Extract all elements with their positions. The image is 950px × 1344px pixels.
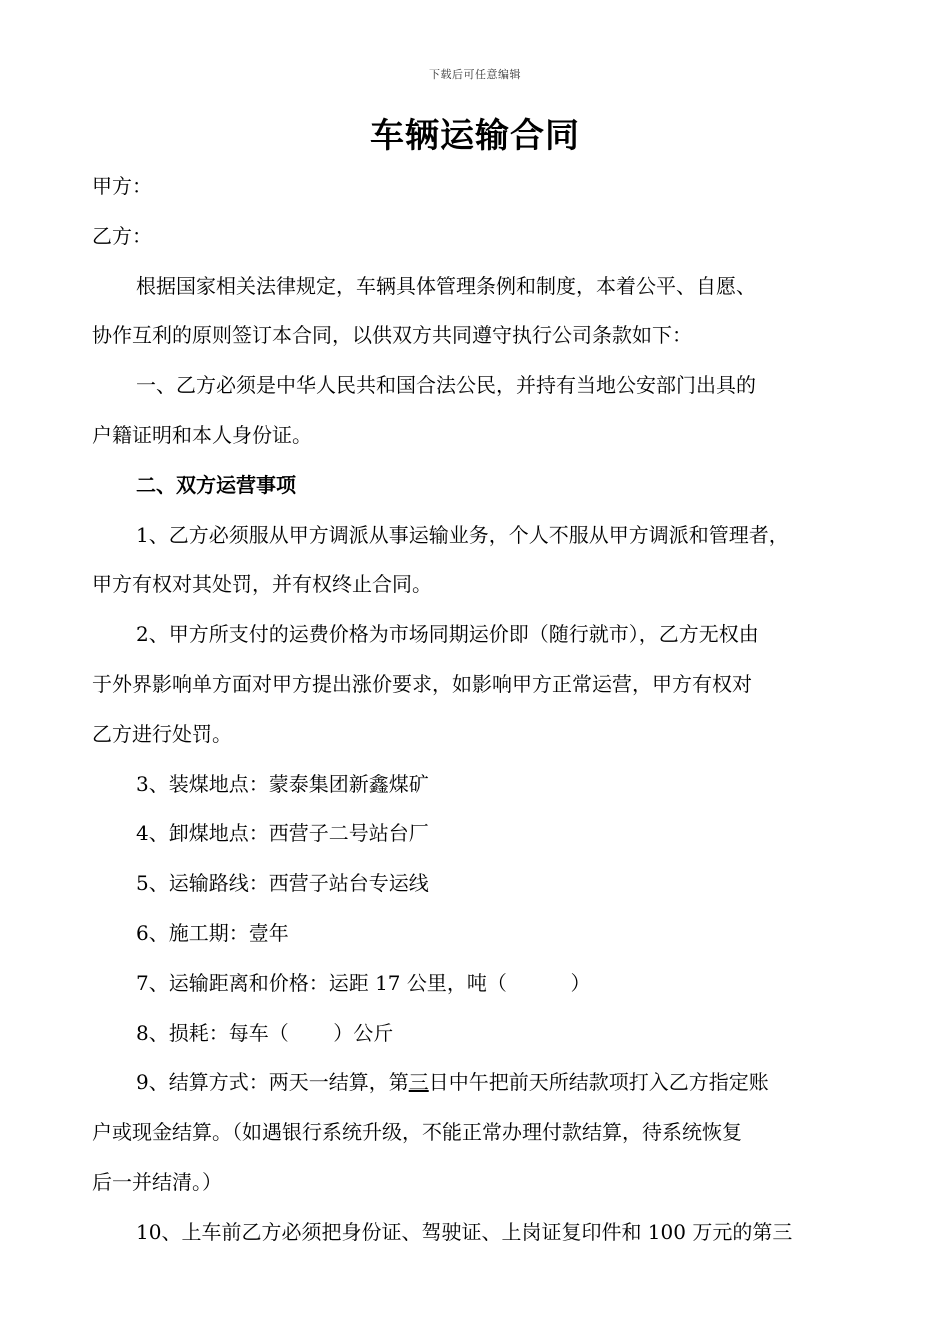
item1-line-1: 1、乙方必须服从甲方调派从事运输业务，个人不服从甲方调派和管理者， (136, 522, 789, 547)
section2-heading: 二、双方运营事项 (136, 472, 296, 497)
item10-line-1: 10、上车前乙方必须把身份证、驾驶证、上岗证复印件和 100 万元的第三 (136, 1219, 793, 1244)
item4-unloading-site: 4、卸煤地点：西营子二号站台厂 (136, 821, 429, 846)
item8-loss: 8、损耗：每车（ ）公斤 (136, 1020, 394, 1045)
item9-line-1-post: 日中午把前天所结款项打入乙方指定账 (428, 1070, 769, 1095)
document-body (92, 162, 864, 1258)
item5-route: 5、运输路线：西营子站台专运线 (136, 871, 429, 896)
item2-line-1: 2、甲方所支付的运费价格为市场同期运价即（随行就市），乙方无权由 (136, 622, 759, 647)
item6-period: 6、施工期：壹年 (136, 920, 289, 945)
document-title: 车辆运输合同 (370, 116, 580, 156)
item9-line-1-pre: 9、结算方式：两天一结算，第 (136, 1070, 409, 1095)
item3-loading-site: 3、装煤地点：蒙泰集团新鑫煤矿 (136, 771, 429, 796)
intro-line-1: 根据国家相关法律规定，车辆具体管理条例和制度，本着公平、自愿、 (136, 273, 756, 298)
item9-line-2: 户或现金结算。（如遇银行系统升级，不能正常办理付款结算，待系统恢复 (92, 1120, 742, 1145)
section1-line-1: 一、乙方必须是中华人民共和国合法公民，并持有当地公安部门出具的 (136, 373, 756, 398)
item9-line-3: 后一并结清。） (92, 1169, 222, 1194)
header-note: 下载后可任意编辑 (429, 68, 521, 81)
item9-line-1 (92, 1058, 864, 1108)
item9-underlined-day: 三 (408, 1070, 429, 1095)
intro-line-2: 协作互利的原则签订本合同，以供双方共同遵守执行公司条款如下： (92, 323, 692, 348)
party-b-label: 乙方： (92, 223, 152, 248)
item2-line-2: 于外界影响单方面对甲方提出涨价要求，如影响甲方正常运营，甲方有权对 (92, 671, 752, 696)
section1-line-2: 户籍证明和本人身份证。 (92, 422, 312, 447)
item7-distance-price: 7、运输距离和价格：运距 17 公里，吨（ ） (136, 970, 591, 995)
party-a-label: 甲方： (92, 174, 152, 198)
item2-line-3: 乙方进行处罚。 (92, 721, 232, 746)
item1-line-2: 甲方有权对其处罚，并有权终止合同。 (92, 572, 432, 597)
